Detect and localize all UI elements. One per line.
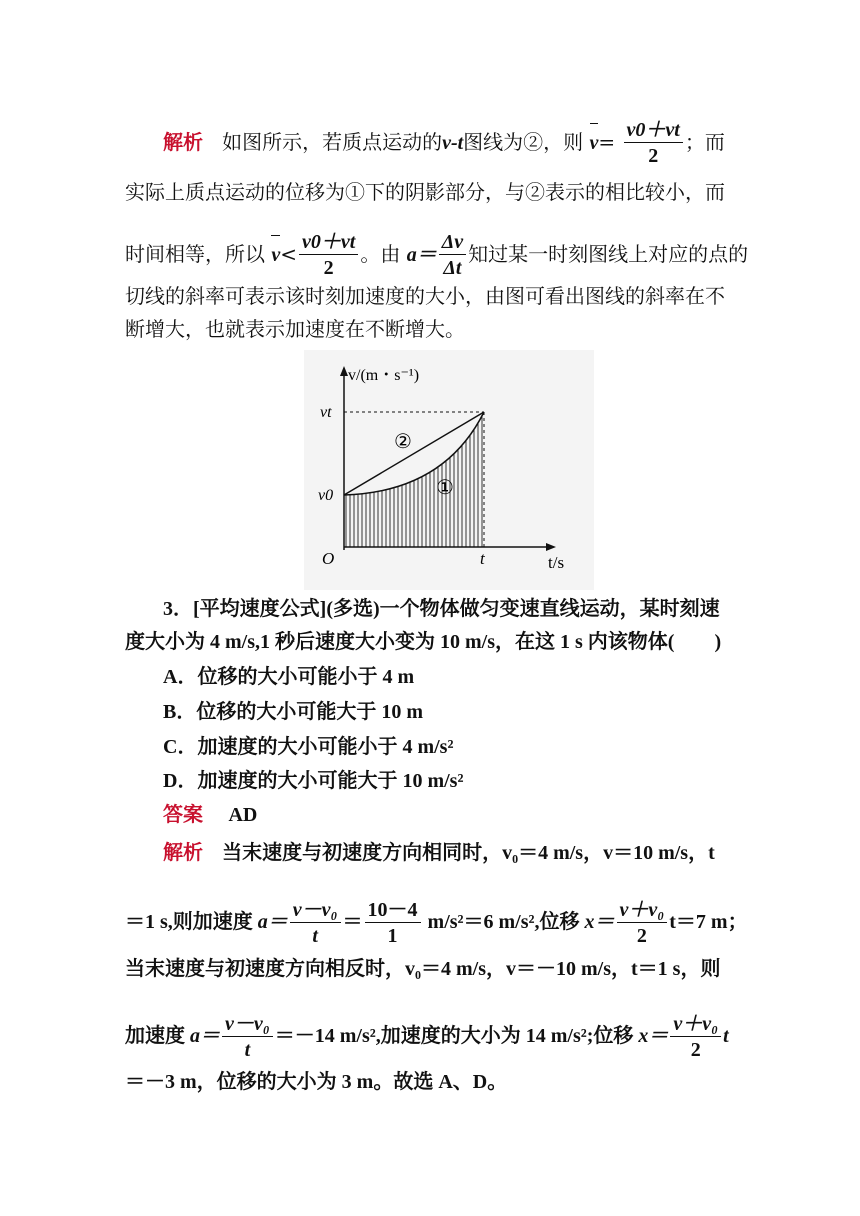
- question-line2: 度大小为 4 m/s,1 秒后速度大小变为 10 m/s，在这 1 s 内该物体( ): [125, 631, 722, 653]
- vt-label: vt: [320, 404, 332, 421]
- fraction: [624, 118, 683, 169]
- option-b[interactable]: B．位移的大小可能大于 10 m: [163, 701, 423, 723]
- fraction: [670, 1012, 721, 1063]
- frac-den: t: [312, 925, 318, 947]
- analysis1-line5: 断增大，也就表示加速度在不断增大。: [125, 317, 465, 341]
- frac-den: 2: [690, 1039, 701, 1061]
- x-eq: x＝: [584, 911, 615, 934]
- frac-num: v－v₀: [290, 898, 341, 923]
- analysis-tag: 解析: [163, 130, 203, 154]
- text: 如图所示，若质点运动的: [222, 130, 443, 154]
- curve-1-label: ①: [436, 475, 454, 499]
- frac-num: Δv: [439, 230, 466, 255]
- fraction: [365, 898, 421, 949]
- option-d[interactable]: D．加速度的大小可能大于 10 m/s²: [163, 770, 464, 792]
- fraction: [617, 898, 668, 949]
- text: 加速度: [125, 1025, 185, 1048]
- x-axis-label: t/s: [548, 553, 565, 572]
- lt: <: [280, 242, 298, 266]
- eq: =: [598, 130, 616, 154]
- text: ＝1 s,则加速度: [125, 911, 253, 934]
- option-a[interactable]: A．位移的大小可能小于 4 m: [163, 666, 415, 688]
- text: m/s²＝6 m/s²,位移: [427, 911, 580, 934]
- analysis1-line2: 实际上质点运动的位移为①下的阴影部分，与②表示的相比较小，而: [125, 180, 725, 204]
- y-axis-label: v/(m・s⁻¹): [348, 367, 420, 384]
- x-eq: x＝: [638, 1025, 669, 1048]
- fraction: [222, 1012, 273, 1063]
- text: 知过某一时刻图线上对应的点的: [468, 242, 749, 266]
- analysis2-line1: [163, 838, 715, 867]
- fraction: [290, 898, 341, 949]
- vt-graph-figure: [304, 350, 594, 590]
- analysis1-line3: [125, 230, 748, 281]
- curve-2-label: ②: [394, 429, 412, 453]
- option-c[interactable]: C．加速度的大小可能小于 4 m/s²: [163, 736, 454, 758]
- text: t＝7 m；: [669, 911, 748, 934]
- v-bar: v: [590, 129, 599, 157]
- frac-den: 2: [648, 145, 659, 167]
- frac-den: Δt: [443, 257, 462, 279]
- fraction: [439, 230, 466, 281]
- t-label: t: [480, 549, 485, 568]
- frac-den: 2: [323, 257, 334, 279]
- vt-symbol: v-t: [442, 132, 464, 154]
- analysis-tag: 解析: [163, 840, 203, 864]
- answer-value: AD: [228, 804, 258, 826]
- analysis2-line3: 当末速度与初速度方向相反时，v₀＝4 m/s，v＝－10 m/s，t＝1 s，则: [125, 958, 721, 980]
- text: 当末速度与初速度方向相同时，v₀＝4 m/s，v＝10 m/s，t: [222, 842, 715, 864]
- frac-num: v＋v₀: [670, 1012, 721, 1037]
- text: t: [723, 1025, 729, 1048]
- analysis2-line4: [125, 1012, 729, 1063]
- analysis1-line1: [163, 118, 725, 169]
- frac-num: v0＋vt: [624, 118, 683, 143]
- analysis2-line2: [125, 898, 748, 949]
- origin-label: O: [322, 549, 335, 568]
- frac-num: v＋v₀: [617, 898, 668, 923]
- answer-line: [163, 800, 257, 829]
- frac-num: 10－4: [365, 898, 421, 923]
- text: 时间相等，所以: [125, 242, 265, 266]
- answer-tag: 答案: [163, 802, 203, 826]
- frac-num: v0＋vt: [299, 230, 358, 255]
- text: ＝－14 m/s²,加速度的大小为 14 m/s²;位移: [274, 1025, 634, 1048]
- text: ；而: [684, 130, 725, 154]
- text: 图线为②，则: [463, 130, 584, 154]
- v0-label: v0: [318, 487, 334, 504]
- a-eq: a＝: [257, 911, 288, 934]
- analysis1-line4: 切线的斜率可表示该时刻加速度的大小，由图可看出图线的斜率在不: [125, 284, 725, 308]
- eq: ＝: [342, 911, 363, 934]
- a-eq: a＝: [406, 244, 437, 266]
- question-line1: 3．[平均速度公式](多选)一个物体做匀变速直线运动，某时刻速: [163, 598, 720, 620]
- frac-den: t: [244, 1039, 251, 1061]
- frac-den: 1: [387, 925, 398, 947]
- frac-den: 2: [636, 925, 647, 947]
- a-eq: a＝: [190, 1025, 220, 1048]
- fraction: [299, 230, 358, 281]
- frac-num: v－v₀: [222, 1012, 273, 1037]
- analysis2-line5: ＝－3 m，位移的大小为 3 m。故选 A、D。: [125, 1071, 508, 1093]
- v-bar: v: [271, 241, 280, 269]
- text: 。由: [360, 242, 401, 266]
